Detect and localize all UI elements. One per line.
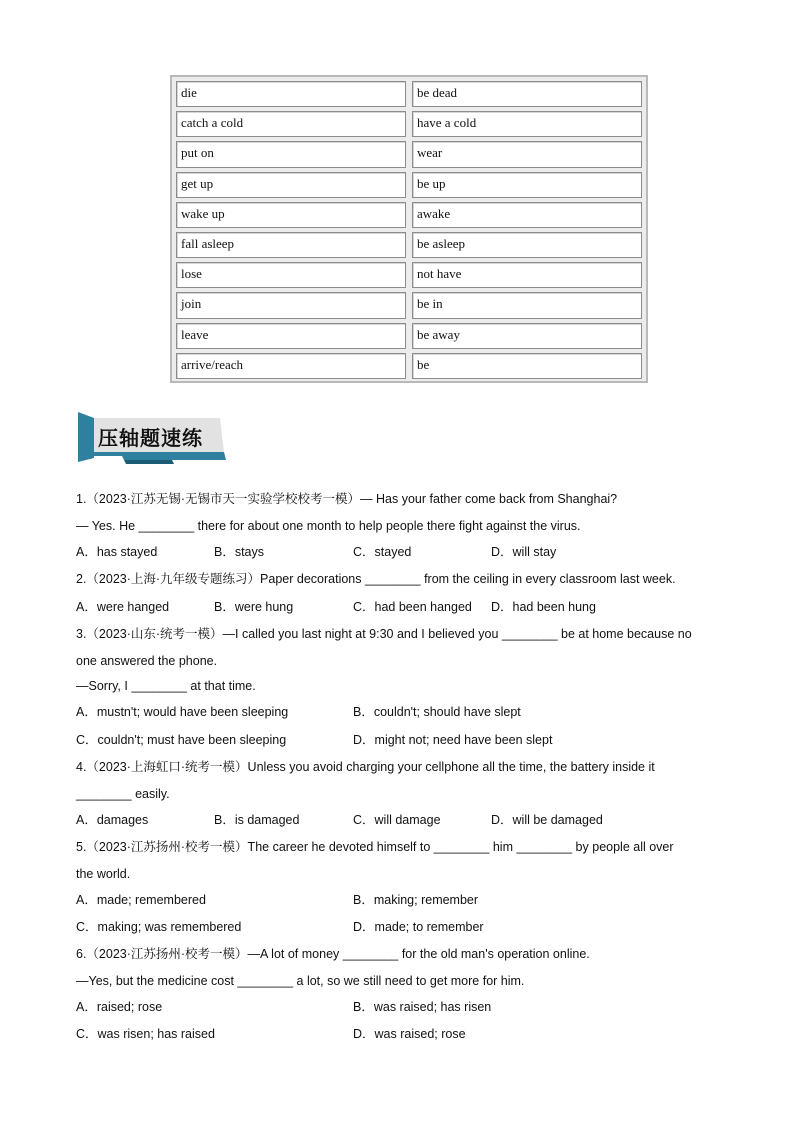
question-6-option-d: D．was raised; rose <box>353 1027 466 1041</box>
table-cell: leave <box>176 323 406 349</box>
table-cell: be in <box>412 292 642 318</box>
table-row <box>173 200 645 230</box>
question-5-option-b: B．making; remember <box>353 893 479 907</box>
question-3-line: —Sorry, I ________ at that time. <box>76 679 256 693</box>
question-5-option-c: C．making; was remembered <box>76 920 242 934</box>
table-cell: be asleep <box>412 232 642 258</box>
table-cell: lose <box>176 262 406 288</box>
table-cell: wear <box>412 141 642 167</box>
question-5-option-d: D．made; to remember <box>353 920 484 934</box>
table-cell: be up <box>412 172 642 198</box>
table-cell: fall asleep <box>176 232 406 258</box>
question-4-option-d: D．will be damaged <box>491 813 603 827</box>
table-row <box>173 79 645 109</box>
question-4-stem: 4.（2023·上海虹口·统考一模）Unless you avoid charging your cellphone all the time, the battery inside it <box>76 760 655 774</box>
question-5-stem: 5.（2023·江苏扬州·校考一模）The career he devoted himself to ________ him ________ by people all over <box>76 840 674 854</box>
question-5-line: the world. <box>76 867 131 881</box>
question-3-option-c: C．couldn't; must have been sleeping <box>76 733 287 747</box>
question-2-option-b: B．were hung <box>214 600 294 614</box>
table-cell: be away <box>412 323 642 349</box>
table-row <box>173 260 645 290</box>
question-4-option-b: B．is damaged <box>214 813 300 827</box>
table-row <box>173 321 645 351</box>
question-5-option-a: A．made; remembered <box>76 893 206 907</box>
table-row <box>173 230 645 260</box>
table-cell: get up <box>176 172 406 198</box>
question-1-stem: 1.（2023·江苏无锡·无锡市天一实验学校校考一模）— Has your father come back from Shanghai? <box>76 492 618 506</box>
question-1-option-c: C．stayed <box>353 545 412 559</box>
question-3-option-d: D．might not; need have been slept <box>353 733 553 747</box>
question-6-option-a: A．raised; rose <box>76 1000 163 1014</box>
section-title: 压轴题速练 <box>98 426 203 450</box>
table-cell: join <box>176 292 406 318</box>
question-6-line: —Yes, but the medicine cost ________ a lot, so we still need to get more for him. <box>76 974 525 988</box>
question-1-option-b: B．stays <box>214 545 265 559</box>
question-3-option-a: A．mustn't; would have been sleeping <box>76 705 289 719</box>
table-cell: die <box>176 81 406 107</box>
vocabulary-table <box>170 75 648 383</box>
question-3-stem: 3.（2023·山东·统考一模）—I called you last night at 9:30 and I believed you ________ be at home because no <box>76 627 692 641</box>
table-cell: wake up <box>176 202 406 228</box>
question-2-option-c: C．had been hanged <box>353 600 472 614</box>
question-4-option-c: C．will damage <box>353 813 441 827</box>
question-1-option-a: A．has stayed <box>76 545 158 559</box>
table-row <box>173 139 645 169</box>
question-6-option-c: C．was risen; has raised <box>76 1027 215 1041</box>
table-row <box>173 290 645 320</box>
table-row <box>173 109 645 139</box>
question-4-option-a: A．damages <box>76 813 149 827</box>
table-row <box>173 351 645 381</box>
table-cell: have a cold <box>412 111 642 137</box>
table-cell: awake <box>412 202 642 228</box>
table-cell: catch a cold <box>176 111 406 137</box>
question-4-line: ________ easily. <box>76 787 170 801</box>
table-row <box>173 170 645 200</box>
table-cell: put on <box>176 141 406 167</box>
table-cell: not have <box>412 262 642 288</box>
table-cell: be dead <box>412 81 642 107</box>
question-3-line: one answered the phone. <box>76 654 218 668</box>
question-3-option-b: B．couldn't; should have slept <box>353 705 521 719</box>
question-6-option-b: B．was raised; has risen <box>353 1000 492 1014</box>
question-6-stem: 6.（2023·江苏扬州·校考一模）—A lot of money ________ for the old man's operation online. <box>76 947 590 961</box>
question-2-stem: 2.（2023·上海·九年级专题练习）Paper decorations ________ from the ceiling in every classroom last week. <box>76 572 676 586</box>
question-2-option-a: A．were hanged <box>76 600 170 614</box>
question-2-option-d: D．had been hung <box>491 600 596 614</box>
question-1-line: — Yes. He ________ there for about one month to help people there fight against the virus. <box>76 519 581 533</box>
table-cell: arrive/reach <box>176 353 406 379</box>
table-cell: be <box>412 353 642 379</box>
question-1-option-d: D．will stay <box>491 545 557 559</box>
